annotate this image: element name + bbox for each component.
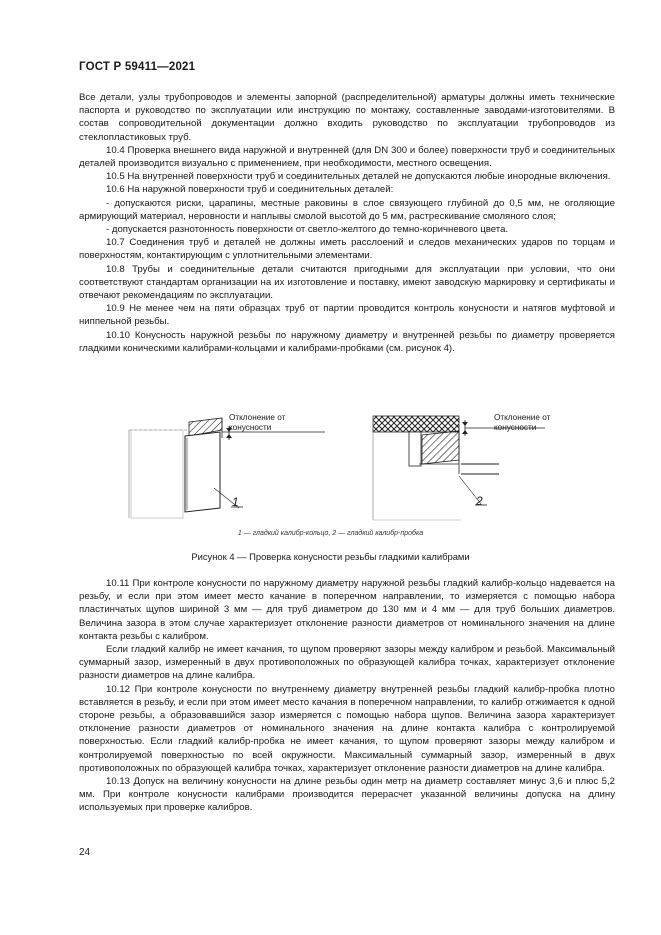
paragraph-10-8: 10.8 Трубы и соединительные детали считаются пригодными для эксплуатации при условии, что они соответствуют стандартам организации на их изготовление и поставку, имеют заводскую маркировку и сертификаты и отвечают рекомендациям по эксплуатации. <box>79 263 615 302</box>
paragraph-10-5: 10.5 На внутренней поверхности труб и соединительных деталей не допускаются любые инородные включения. <box>106 171 611 183</box>
page-number: 24 <box>79 847 91 858</box>
figure-label-right: Отклонение от конусности <box>494 413 551 432</box>
paragraph-10-6: 10.6 На наружной поверхности труб и соединительных деталей: <box>106 184 394 196</box>
figure-caption: Рисунок 4 — Проверка конусности резьбы гладкими калибрами <box>191 551 470 562</box>
paragraph-intro: Все детали, узлы трубопроводов и элементы запорной (распределительной) арматуры должны иметь технические паспорта и руководство по эксплуатации или инструкцию по монтажу, составленные заводами-изготовителями. В состав сопроводительной документации должно входить руководство по эксплуатации трубопроводов из стеклопластиковых труб. <box>79 92 615 143</box>
paragraph-10-9: 10.9 Не менее чем на пяти образцах труб от партии проводится контроль конусности и натягов муфтовой и ниппельной резьбы. <box>79 303 615 328</box>
section-lower <box>79 577 615 815</box>
paragraph-10-11: 10.11 При контроле конусности по наружному диаметру наружной резьбы гладкий калибр-кольцо надевается на резьбу, и если при этом имеет место качание в поперечном направлении, то измеряется с помощью набора пластинчатых щупов шириной 3 мм — для труб диаметром до 130 мм и 4 мм — для труб больших диаметров. Величина зазора в этом случае характеризует отклонение разности диаметров от номинального значения на длине контакта резьбы с калибром. <box>79 578 615 642</box>
paragraph-10-7: 10.7 Соединения труб и деталей не должны иметь расслоений и следов механических ударов по торцам и поверхностям, контактирующим с уплотнительными элементами. <box>79 237 615 262</box>
paragraph-10-6-item-2: - допускается разнотонность поверхности от светло-желтого до темно-коричневого цвета. <box>106 224 509 236</box>
figure-label-left: Отклонение от конусности <box>229 413 286 432</box>
figure-4-drawing <box>79 408 615 538</box>
paragraph-10-13: 10.13 Допуск на величину конусности на длине резьбы один метр на диаметр составляет минус 3,6 и плюс 5,2 мм. При контроле конусности калибрами производится перерасчет указанной величины допуска на длину используемых при проверке калибров. <box>79 776 615 814</box>
paragraph-10-12: 10.12 При контроле конусности по внутреннему диаметру внутренней резьбы гладкий калибр-пробка плотно вставляется в резьбу, и если при этом имеет место качания в поперечном направлении, то калибр отжимается к одной стороне резьбы, а образовавшийся зазор измеряется с помощью набора щупов. Величина зазора характеризует отклонение разности диаметров от номинального значения на длине контакта калибра с контролируемой поверхностью. Если гладкий калибр-пробка не имеет качания, то щупом проверяют зазоры между калибром и контролируемой поверхностью по всей окружности. Максимальный суммарный зазор, измеренный в двух противоположных по образующей калибра точках, характеризует отклонение разности диаметров на длине калибра. <box>79 683 615 774</box>
callout-1: 1 <box>232 495 239 509</box>
section-upper <box>79 91 615 355</box>
document-header: ГОСТ Р 59411—2021 <box>79 61 196 73</box>
figure-legend: 1 — гладкий калибр-кольцо, 2 — гладкий калибр-пробка <box>237 530 424 537</box>
callout-2: 2 <box>476 494 483 508</box>
paragraph-10-6-item-1: - допускаются риски, царапины, местные раковины в слое связующего глубиной до 0,5 мм, не оголяющие армирующий материал, неровности и наплывы смолой высотой до 5 мм, растрескивание смоляного слоя; <box>79 197 615 222</box>
paragraph-10-10: 10.10 Конусность наружной резьбы по наружному диаметру и внутренней резьбы по диаметру проверяется гладкими коническими калибрами-кольцами и калибрами-пробками (см. рисунок 4). <box>79 329 615 354</box>
ring-gauge-drawing <box>129 418 325 518</box>
paragraph-10-11-cont: Если гладкий калибр не имеет качания, то щупом проверяют зазоры между калибром и резьбой. Максимальный суммарный зазор, измеренный в двух противоположных по образующей калибра точках, характеризует отклонение разности диаметров на длине калибра. <box>79 644 615 682</box>
paragraph-10-4: 10.4 Проверка внешнего вида наружной и внутренней (для DN 300 и более) поверхности труб и соединительных деталей производится визуально с применением, при необходимости, местного освещения. <box>79 144 615 170</box>
